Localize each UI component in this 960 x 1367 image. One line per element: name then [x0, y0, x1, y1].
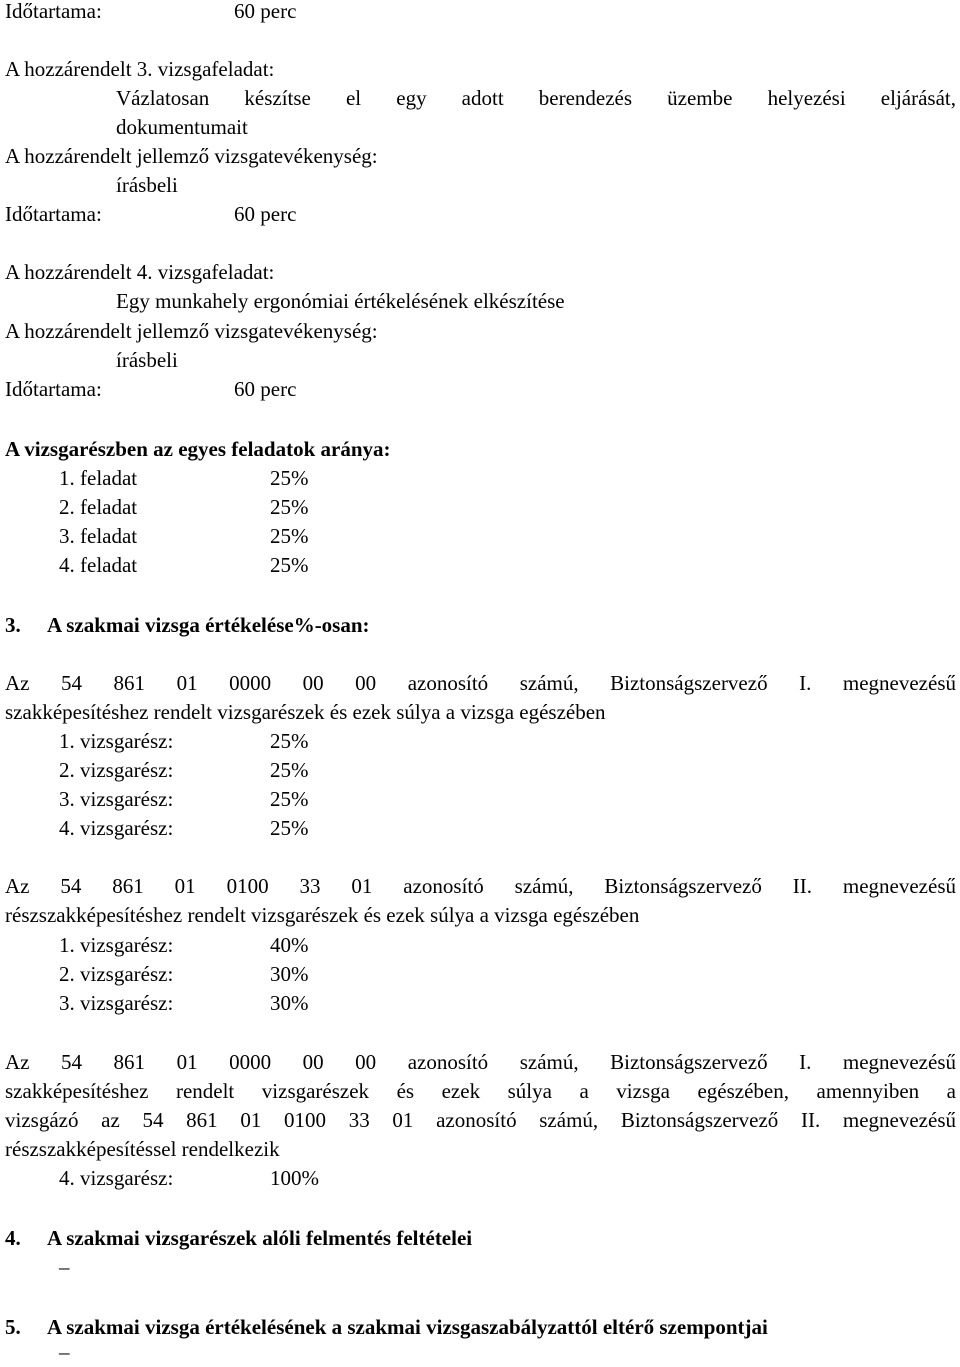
section5-number: 5.	[5, 1315, 21, 1339]
exam-part-label: 4. vizsgarész:	[59, 1166, 174, 1190]
exam-part-label: 3. vizsgarész:	[59, 787, 174, 811]
ratio-item-label: 3. feladat	[59, 524, 138, 548]
task3-duration-label: Időtartama:	[5, 202, 102, 226]
block3-line2: szakképesítéshez rendelt vizsgarészek és ezek súlya a vizsga egészében, amennyiben a	[5, 1079, 956, 1103]
task4-heading: A hozzárendelt 4. vizsgafeladat:	[5, 260, 275, 284]
block2-line1: Az 54 861 01 0100 33 01 azonosító számú, Biztonságszervező II. megnevezésű	[5, 874, 956, 898]
exam-part-value: 30%	[270, 962, 309, 986]
block2-line2: részszakképesítéshez rendelt vizsgarészek és ezek súlya a vizsga egészében	[5, 903, 640, 927]
exam-part-value: 25%	[270, 816, 309, 840]
exam-part-value: 40%	[270, 933, 309, 957]
section4-dash: –	[59, 1255, 70, 1279]
task3-description: Vázlatosan készítse el egy adott berendezés üzembe helyezési eljárását,	[116, 86, 956, 110]
section3-number: 3.	[5, 613, 21, 637]
task3-duration-value: 60 perc	[234, 202, 297, 226]
block3-line4: részszakképesítéssel rendelkezik	[5, 1137, 280, 1161]
section5-dash: –	[59, 1340, 70, 1364]
exam-part-value: 100%	[270, 1166, 319, 1190]
task3-description-cont: dokumentumait	[116, 115, 248, 139]
ratio-item-label: 1. feladat	[59, 466, 138, 490]
exam-part-label: 2. vizsgarész:	[59, 962, 174, 986]
section5-title: A szakmai vizsga értékelésének a szakmai vizsgaszabályzattól eltérő szempontjai	[47, 1315, 768, 1339]
exam-part-value: 25%	[270, 758, 309, 782]
section4-title: A szakmai vizsgarészek alóli felmentés feltételei	[47, 1226, 473, 1250]
block1-line1: Az 54 861 01 0000 00 00 azonosító számú, Biztonságszervező I. megnevezésű	[5, 671, 956, 695]
task3-heading: A hozzárendelt 3. vizsgafeladat:	[5, 57, 275, 81]
ratio-item-value: 25%	[270, 524, 309, 548]
section3-title: A szakmai vizsga értékelése%-osan:	[47, 613, 370, 637]
block3-line3: vizsgázó az 54 861 01 0100 33 01 azonosító számú, Biztonságszervező II. megnevezésű	[5, 1108, 956, 1132]
exam-part-label: 2. vizsgarész:	[59, 758, 174, 782]
exam-part-label: 4. vizsgarész:	[59, 816, 174, 840]
ratio-item-label: 4. feladat	[59, 553, 138, 577]
task4-duration-value: 60 perc	[234, 377, 297, 401]
task3-activity-label: A hozzárendelt jellemző vizsgatevékenység:	[5, 144, 378, 168]
exam-part-label: 1. vizsgarész:	[59, 933, 174, 957]
task4-activity-value: írásbeli	[116, 348, 178, 372]
exam-part-label: 1. vizsgarész:	[59, 729, 174, 753]
ratio-item-value: 25%	[270, 466, 309, 490]
duration-label: Időtartama:	[5, 0, 102, 23]
ratio-item-value: 25%	[270, 495, 309, 519]
ratio-item-label: 2. feladat	[59, 495, 138, 519]
ratio-heading: A vizsgarészben az egyes feladatok aránya:	[5, 437, 391, 461]
block3-line1: Az 54 861 01 0000 00 00 azonosító számú, Biztonságszervező I. megnevezésű	[5, 1050, 956, 1074]
block1-line2: szakképesítéshez rendelt vizsgarészek és ezek súlya a vizsga egészében	[5, 700, 606, 724]
exam-part-value: 25%	[270, 729, 309, 753]
ratio-item-value: 25%	[270, 553, 309, 577]
section4-number: 4.	[5, 1226, 21, 1250]
task4-duration-label: Időtartama:	[5, 377, 102, 401]
task4-description: Egy munkahely ergonómiai értékelésének elkészítése	[116, 289, 565, 313]
duration-value: 60 perc	[234, 0, 297, 23]
exam-part-value: 25%	[270, 787, 309, 811]
exam-part-label: 3. vizsgarész:	[59, 991, 174, 1015]
task4-activity-label: A hozzárendelt jellemző vizsgatevékenység:	[5, 319, 378, 343]
task3-activity-value: írásbeli	[116, 173, 178, 197]
exam-part-value: 30%	[270, 991, 309, 1015]
